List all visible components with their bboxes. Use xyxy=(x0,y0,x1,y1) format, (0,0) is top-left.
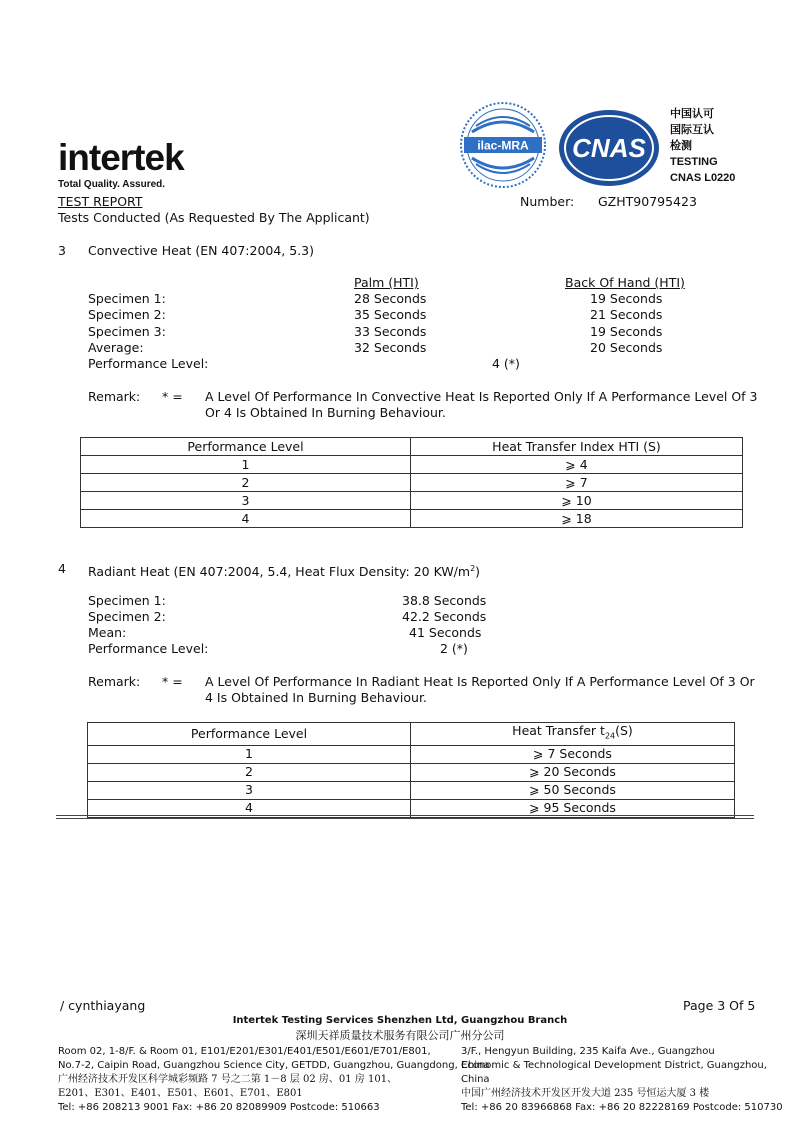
s3-perf-value: 4 (*) xyxy=(492,356,520,371)
s3-remark-line1: A Level Of Performance In Convective Heat Is Reported Only If A Performance Level Of 3 xyxy=(205,389,758,404)
table-row xyxy=(88,745,735,763)
table-row xyxy=(81,492,743,510)
right-address xyxy=(461,1045,783,1115)
heat-transfer-label: Heat Transfer t xyxy=(512,723,605,738)
page-number: Page 3 Of 5 xyxy=(683,998,756,1013)
section3-title: Convective Heat (EN 407:2004, 5.3) xyxy=(88,243,315,258)
s4-row-value: 2 (*) xyxy=(440,641,468,656)
ilac-text: ilac-MRA xyxy=(477,138,529,153)
table-cell: 4 xyxy=(81,510,411,528)
table-cell: ⩾ 18 xyxy=(411,510,743,528)
s3-perf-label: Performance Level: xyxy=(88,356,209,371)
section4-number: 4 xyxy=(58,561,66,576)
s4-row-label: Specimen 2: xyxy=(88,609,166,624)
s3-row-label: Specimen 1: xyxy=(88,291,166,306)
s4-row-label: Mean: xyxy=(88,625,127,640)
table-cell: ⩾ 20 Seconds xyxy=(411,763,735,781)
left-address-line: E201、E301、E401、E501、E601、E701、E801 xyxy=(58,1088,303,1099)
s3-row-label: Average: xyxy=(88,340,144,355)
report-title: TEST REPORT xyxy=(58,194,143,209)
s3-row-palm: 28 Seconds xyxy=(354,291,427,306)
table-row xyxy=(81,474,743,492)
table-cell: ⩾ 4 xyxy=(411,456,743,474)
company-name-cn: 深圳天祥质量技术服务有限公司广州分公司 xyxy=(295,1029,505,1042)
s3-row-palm: 32 Seconds xyxy=(354,340,427,355)
ilac-mra-logo xyxy=(458,100,548,190)
table-row xyxy=(88,763,735,781)
table-row xyxy=(88,781,735,799)
s4-row-value: 42.2 Seconds xyxy=(402,609,487,624)
s4-row-label: Performance Level: xyxy=(88,641,209,656)
col-palm-header: Palm (HTI) xyxy=(354,275,419,290)
table-cell: ⩾ 7 Seconds xyxy=(411,745,735,763)
heat-transfer-sub: 24 xyxy=(604,731,616,741)
s4-row-label: Specimen 1: xyxy=(88,593,166,608)
s3-row-back: 20 Seconds xyxy=(590,340,663,355)
s3-row-palm: 33 Seconds xyxy=(354,324,427,339)
right-address-line: 中国广州经济技术开发区开发大道 235 号恒运大厦 3 楼 xyxy=(461,1088,710,1099)
table-cell: 3 xyxy=(88,781,411,799)
section4-title-text: Radiant Heat (EN 407:2004, 5.4, Heat Flux Density: 20 KW/m xyxy=(88,564,471,580)
convective-heat-table xyxy=(80,437,743,528)
cnas-cn-line-3: 检测 xyxy=(670,140,692,152)
cnas-logo xyxy=(557,108,661,188)
company-name: Intertek Testing Services Shenzhen Ltd, Guangzhou Branch xyxy=(232,1015,568,1026)
table-cell: ⩾ 50 Seconds xyxy=(411,781,735,799)
s3-row-palm: 35 Seconds xyxy=(354,307,427,322)
radiant-heat-table xyxy=(87,722,735,818)
cnas-text: CNAS xyxy=(572,133,646,163)
signer: / cynthiayang xyxy=(60,998,146,1013)
table-cell: 4 xyxy=(88,799,411,817)
s4-remark-line2: 4 Is Obtained In Burning Behaviour. xyxy=(205,690,427,705)
right-address-line: Economic & Technological Development District, Guangzhou, xyxy=(461,1060,767,1071)
s4-row-value: 38.8 Seconds xyxy=(402,593,487,608)
table-cell: 3 xyxy=(81,492,411,510)
table-header-row xyxy=(88,723,735,746)
s4-row-value: 41 Seconds xyxy=(409,625,482,640)
table-header-cell: Heat Transfer Index HTI (S) xyxy=(411,438,743,456)
end-rule-top xyxy=(56,815,754,816)
table-cell: 2 xyxy=(88,763,411,781)
heat-transfer-unit: (S) xyxy=(615,723,633,738)
cnas-number: CNAS L0220 xyxy=(670,172,736,184)
section4-title-sup: 2 xyxy=(470,564,476,573)
table-row xyxy=(81,456,743,474)
s3-row-label: Specimen 2: xyxy=(88,307,166,322)
s3-remark-star: * = xyxy=(162,389,183,404)
report-number: GZHT90795423 xyxy=(598,194,697,209)
table-cell: 1 xyxy=(81,456,411,474)
table-header-cell: Performance Level xyxy=(81,438,411,456)
s3-row-label: Specimen 3: xyxy=(88,324,166,339)
col-back-header: Back Of Hand (HTI) xyxy=(565,275,685,290)
s4-remark-star: * = xyxy=(162,674,183,689)
logo-tagline: Total Quality. Assured. xyxy=(58,179,166,190)
cnas-accreditation-text xyxy=(670,106,735,186)
table-header-cell: Performance Level xyxy=(88,723,411,746)
section3-number: 3 xyxy=(58,243,66,258)
number-label: Number: xyxy=(520,194,575,209)
table-header-cell xyxy=(411,723,735,746)
cnas-testing: TESTING xyxy=(670,156,718,168)
section4-title xyxy=(88,561,480,580)
left-contact-line: Tel: +86 208213 9001 Fax: +86 20 82089909 Postcode: 510663 xyxy=(58,1102,380,1113)
end-rule-bottom xyxy=(56,818,754,819)
left-address-line: No.7-2, Caipin Road, Guangzhou Science City, GETDD, Guangzhou, Guangdong, China xyxy=(58,1060,490,1071)
table-cell: ⩾ 95 Seconds xyxy=(411,799,735,817)
intertek-logo: intertek xyxy=(58,137,184,178)
tests-conducted: Tests Conducted (As Requested By The Applicant) xyxy=(58,210,370,225)
table-cell: ⩾ 10 xyxy=(411,492,743,510)
section4-title-close: ) xyxy=(475,564,481,580)
s4-remark-line1: A Level Of Performance In Radiant Heat Is Reported Only If A Performance Level Of 3 Or xyxy=(205,674,755,689)
s3-remark-label: Remark: xyxy=(88,389,141,404)
right-address-line: 3/F., Hengyun Building, 235 Kaifa Ave., Guangzhou xyxy=(461,1046,715,1057)
left-address-line: 广州经济技术开发区科学城彩频路 7 号之二第 1－8 层 02 房、01 房 101、 xyxy=(58,1074,398,1085)
table-cell: 2 xyxy=(81,474,411,492)
s3-remark-line2: Or 4 Is Obtained In Burning Behaviour. xyxy=(205,405,446,420)
s3-row-back: 21 Seconds xyxy=(590,307,663,322)
cnas-cn-line-1: 中国认可 xyxy=(670,108,714,120)
left-address xyxy=(58,1045,490,1115)
table-cell: 1 xyxy=(88,745,411,763)
table-cell: ⩾ 7 xyxy=(411,474,743,492)
left-address-line: Room 02, 1-8/F. & Room 01, E101/E201/E301/E401/E501/E601/E701/E801, xyxy=(58,1046,431,1057)
table-header-row xyxy=(81,438,743,456)
right-address-line: China xyxy=(461,1074,490,1085)
s3-row-back: 19 Seconds xyxy=(590,324,663,339)
table-row xyxy=(81,510,743,528)
right-contact-line: Tel: +86 20 83966868 Fax: +86 20 82228169 Postcode: 510730 xyxy=(461,1102,783,1113)
cnas-cn-line-2: 国际互认 xyxy=(670,124,714,136)
s3-row-back: 19 Seconds xyxy=(590,291,663,306)
s4-remark-label: Remark: xyxy=(88,674,141,689)
